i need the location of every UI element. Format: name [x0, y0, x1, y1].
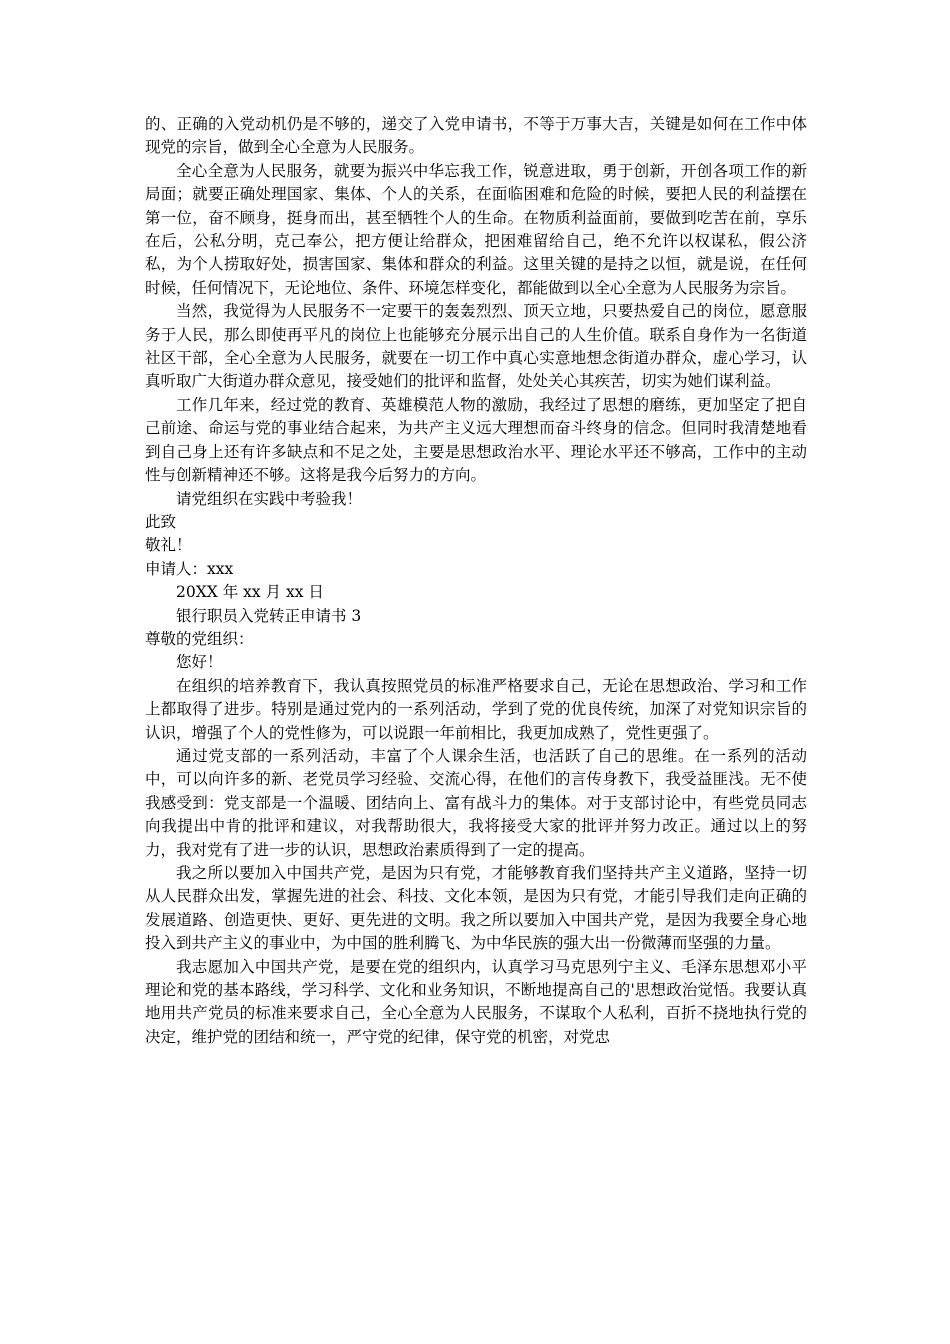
paragraph-work-years: 工作几年来，经过党的教育、英雄模范人物的激励，我经过了思想的磨练，更加坚定了把自己前途、命运与党的事业结合起来，为共产主义远大理想而奋斗终身的信念。但同时我清楚地看到自己身上还有许多缺点和不足之处，主要是思想政治水平、理论水平还不够高，工作中的主动性与创新精神还不够。这将是我今后努力的方向。: [145, 395, 807, 485]
closing-line-2: 敬礼！: [145, 536, 192, 555]
salutation: 尊敬的党组织：: [145, 629, 254, 648]
applicant-line: 申请人：xxx: [145, 559, 234, 578]
paragraph-of-course: 当然，我觉得为人民服务不一定要干的轰轰烈烈、顶天立地，只要热爱自己的岗位，愿意服务于人民，那么即使再平凡的岗位上也能够充分展示出自己的人生价值。联系自身作为一名街道社区干部，全心全意为人民服务，就要在一切工作中真心实意地想念街道办群众，虚心学习，认真听取广大街道办群众意见，接受她们的批评和监督，处处关心其疾苦，切实为她们谋利益。: [145, 302, 807, 391]
paragraph-continuation: 的、正确的入党动机仍是不够的，递交了入党申请书，不等于万事大吉，关键是如何在工作中体现党的宗旨，做到全心全意为人民服务。: [145, 115, 807, 157]
closing-line-1: 此致: [145, 512, 177, 531]
paragraph-test-me: 请党组织在实践中考验我！: [176, 489, 363, 508]
paragraph-branch-activities: 通过党支部的一系列活动，丰富了个人课余生活，也活跃了自己的思维。在一系列的活动中，可以向许多的新、老党员学习经验、交流心得，在他们的言传身教下，我受益匪浅。无不使我感受到：党支部是一个温暖、团结向上、富有战斗力的集体。对于支部讨论中，有些党员同志向我提出中肯的批评和建议，对我帮助很大，我将接受大家的批评并努力改正。通过以上的努力，我对党有了进一步的认识，思想政治素质得到了一定的提高。: [145, 746, 807, 859]
paragraph-why-join: 我之所以要加入中国共产党，是因为只有党，才能够教育我们坚持共产主义道路，坚持一切从人民群众出发，掌握先进的社会、科技、文化本领，是因为只有党，才能引导我们走向正确的发展道路、创造更快、更好、更先进的文明。我之所以要加入中国共产党，是因为我要全身心地投入到共产主义的事业中，为中国的胜利腾飞、为中华民族的强大出一份微薄而坚强的力量。: [145, 864, 807, 953]
paragraph-serve-people: 全心全意为人民服务，就要为振兴中华忘我工作，锐意进取，勇于创新，开创各项工作的新局面；就要正确处理国家、集体、个人的关系，在面临困难和危险的时候，要把人民的利益摆在第一位，奋不顾身，挺身而出，甚至牺牲个人的生命。在物质利益面前，要做到吃苦在前，享乐在后，公私分明，克己奉公，把方便让给群众，把困难留给自己，绝不允许以权谋私，假公济私，为个人捞取好处，损害国家、集体和群众的利益。这里关键的是持之以恒，就是说，在任何时候，任何情况下，无论地位、条件、环境怎样变化，都能做到以全心全意为人民服务为宗旨。: [145, 161, 807, 297]
date-line: 20XX 年 xx 月 xx 日: [176, 583, 324, 602]
paragraph-volunteer: 我志愿加入中国共产党，是要在党的组织内，认真学习马克思列宁主义、毛泽东思想邓小平理论和党的基本路线，学习科学、文化和业务知识，不断地提高自己的'思想政治觉悟。我要认真地用共产党员的标准来要求自己，全心全意为人民服务，不谋取个人私利，百折不挠地执行党的决定，维护党的团结和统一，严守党的纪律，保守党的机密，对党忠: [145, 957, 807, 1046]
section-title: 银行职员入党转正申请书 3: [176, 606, 362, 625]
greeting: 您好！: [176, 653, 223, 672]
document-page: [145, 113, 807, 1049]
paragraph-training: 在组织的培养教育下，我认真按照党员的标准严格要求自己，无论在思想政治、学习和工作上都取得了进步。特别是通过党内的一系列活动，学到了党的优良传统，加深了对党知识宗旨的认识，增强了个人的党性修为，可以说跟一年前相比，我更加成熟了，党性更强了。: [145, 676, 807, 742]
